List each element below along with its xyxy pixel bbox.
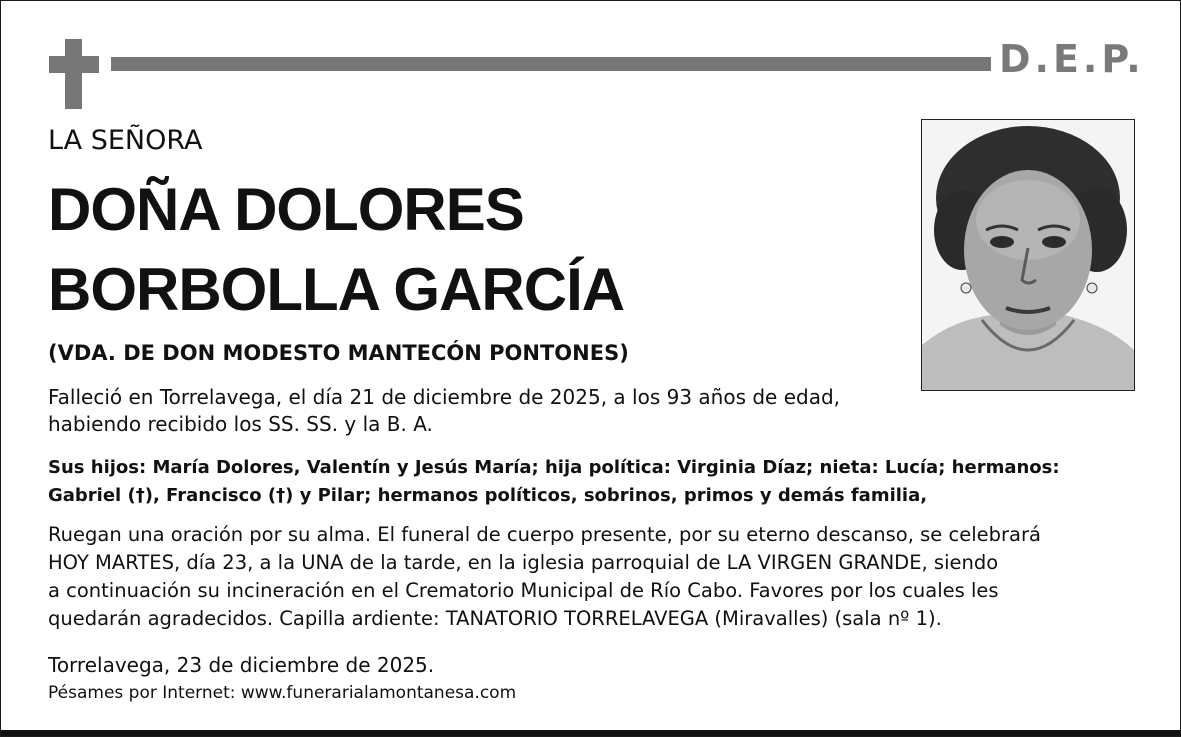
death-notice-line: Falleció en Torrelavega, el día 21 de diciembre de 2025, a los 93 años de edad, bbox=[48, 385, 841, 409]
place-date: Torrelavega, 23 de diciembre de 2025. bbox=[48, 653, 435, 677]
funeral-line: quedarán agradecidos. Capilla ardiente: TANATORIO TORRELAVEGA (Miravalles) (sala nº 1). bbox=[48, 607, 942, 630]
funeral-line: Ruegan una oración por su alma. El funeral de cuerpo presente, por su eterno descanso, se celebrará bbox=[48, 523, 1041, 546]
death-notice bbox=[48, 384, 840, 438]
portrait-photo bbox=[921, 119, 1135, 391]
family-list bbox=[48, 454, 1060, 510]
funeral-details bbox=[48, 521, 1041, 633]
dep-label: D.E.P. bbox=[999, 37, 1145, 81]
funeral-line: a continuación su incineración en el Crematorio Municipal de Río Cabo. Favores por los cuales les bbox=[48, 579, 999, 602]
header-rule bbox=[111, 57, 991, 71]
condolences-website: Pésames por Internet: www.funerarialamontanesa.com bbox=[48, 683, 517, 703]
family-line: Gabriel (†), Francisco (†) y Pilar; hermanos políticos, sobrinos, primos y demás familia, bbox=[48, 485, 928, 506]
funeral-line: HOY MARTES, día 23, a la UNA de la tarde, en la iglesia parroquial de LA VIRGEN GRANDE, siendo bbox=[48, 551, 999, 574]
intro-label: LA SEÑORA bbox=[48, 125, 203, 156]
widow-of-text: (VDA. DE DON MODESTO MANTECÓN PONTONES) bbox=[48, 341, 629, 365]
family-line: Sus hijos: María Dolores, Valentín y Jesús María; hija política: Virginia Díaz; nieta: Lucía; hermanos: bbox=[48, 457, 1060, 478]
deceased-name-line-2: BORBOLLA GARCÍA bbox=[48, 256, 625, 323]
latin-cross-icon bbox=[49, 39, 99, 109]
deceased-name-line-1: DOÑA DOLORES bbox=[48, 176, 524, 243]
bottom-rule bbox=[1, 730, 1180, 736]
death-notice-line: habiendo recibido los SS. SS. y la B. A. bbox=[48, 412, 433, 436]
